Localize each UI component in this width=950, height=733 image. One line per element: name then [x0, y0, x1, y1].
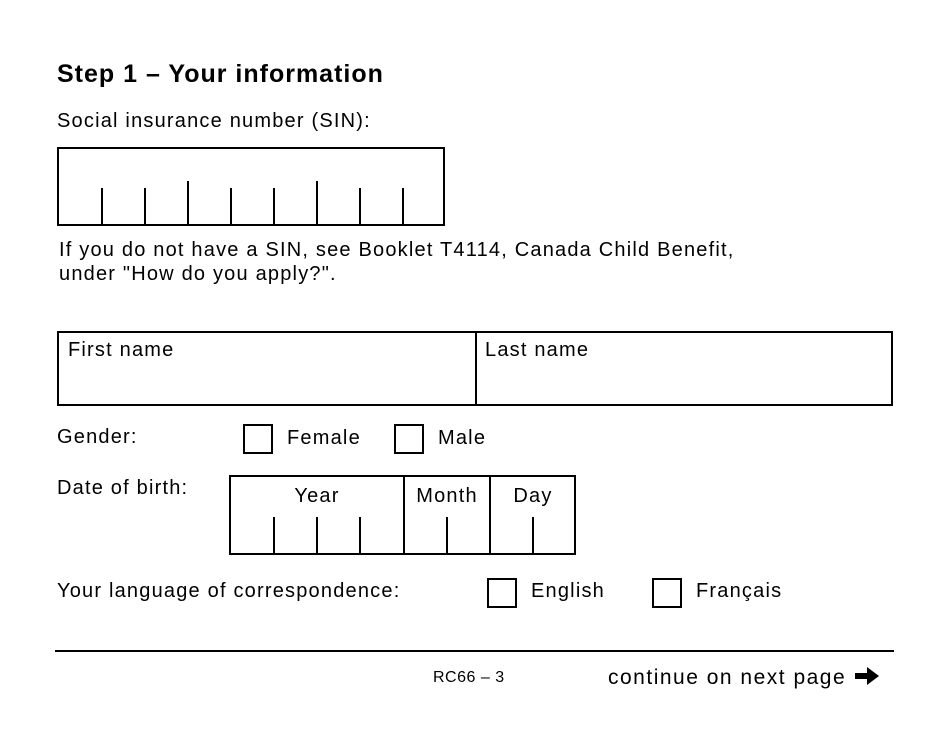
english-checkbox[interactable]	[487, 578, 517, 608]
continue-text: continue on next page	[608, 666, 847, 689]
french-checkbox[interactable]	[652, 578, 682, 608]
sin-digit-separator	[144, 188, 146, 224]
date-of-birth-field[interactable]	[229, 475, 576, 555]
first-name-field[interactable]	[59, 333, 475, 404]
gender-label: Gender:	[57, 426, 138, 448]
year-digit-separator	[359, 517, 361, 553]
sin-label: Social insurance number (SIN):	[57, 110, 371, 132]
language-label: Your language of correspondence:	[57, 580, 401, 602]
year-digit-separator	[316, 517, 318, 553]
english-label: English	[531, 580, 605, 602]
month-day-divider	[489, 477, 491, 553]
footer-rule	[55, 650, 894, 652]
day-label: Day	[513, 485, 553, 507]
sin-digit-separator	[359, 188, 361, 224]
sin-note-line-1: If you do not have a SIN, see Booklet T4114, Canada Child Benefit,	[59, 239, 735, 261]
sin-digit-separator	[273, 188, 275, 224]
french-label: Français	[696, 580, 783, 602]
year-month-divider	[403, 477, 405, 553]
month-label: Month	[416, 485, 478, 507]
last-name-field[interactable]	[477, 333, 893, 404]
female-label: Female	[287, 427, 361, 449]
right-arrow-icon	[854, 665, 880, 687]
sin-group-separator	[316, 181, 318, 224]
year-digit-separator	[273, 517, 275, 553]
sin-group-separator	[187, 181, 189, 224]
day-digit-separator	[532, 517, 534, 553]
name-fields	[57, 331, 893, 406]
last-name-label: Last name	[485, 339, 590, 361]
first-name-label: First name	[68, 339, 175, 361]
page-title: Step 1 – Your information	[57, 60, 384, 88]
dob-label: Date of birth:	[57, 477, 189, 499]
form-page-code: RC66 – 3	[433, 669, 505, 686]
male-checkbox[interactable]	[394, 424, 424, 454]
sin-input[interactable]	[57, 147, 445, 226]
year-label: Year	[294, 485, 340, 507]
male-label: Male	[438, 427, 487, 449]
continue-on-next-page[interactable]	[608, 665, 880, 690]
sin-digit-separator	[230, 188, 232, 224]
sin-digit-separator	[402, 188, 404, 224]
month-digit-separator	[446, 517, 448, 553]
sin-note-line-2: under "How do you apply?".	[59, 263, 337, 285]
sin-digit-separator	[101, 188, 103, 224]
female-checkbox[interactable]	[243, 424, 273, 454]
